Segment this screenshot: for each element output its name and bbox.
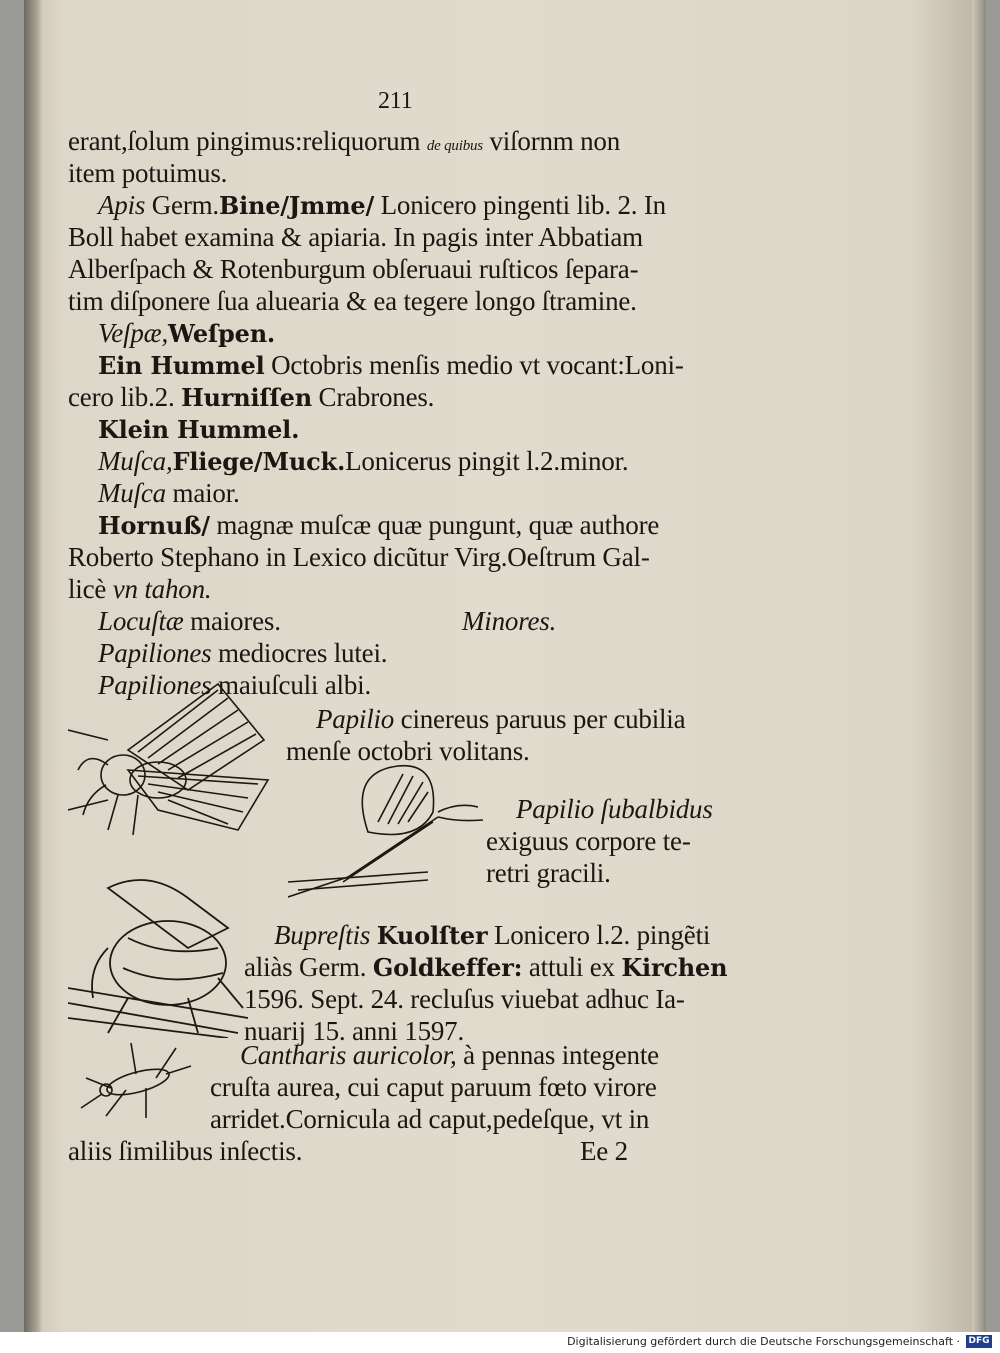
text-line [98,446,628,477]
text-line [68,222,643,252]
text-segment: Klein Hummel. [98,415,300,444]
text-segment: cero lib.2. [68,382,182,412]
text-segment: Lonicero pingenti lib. 2. In [374,190,666,220]
text-segment: Papiliones [98,670,212,700]
text-line [68,126,620,161]
text-line [244,984,685,1014]
page-edge [972,0,986,1332]
dfg-logo[interactable]: DFG [966,1335,992,1348]
footer-credit: Digitalisierung gefördert durch die Deutsche Forschungsgemeinschaft · [567,1335,960,1348]
text-segment: viſornm non [482,126,621,156]
text-segment: Hornuß/ [98,511,210,540]
text-line [210,1072,657,1102]
text-segment: Bine/Jmme/ [218,191,375,220]
footer-bar [0,1332,1000,1353]
text-segment: Papilio ſubalbidus [516,794,713,824]
beetle-woodcut [68,868,248,1038]
text-line [516,794,713,824]
text-segment: erant,ſolum pingimus:reliquorum [68,126,427,156]
text-segment: à pennas integente [456,1040,659,1070]
text-segment: Boll habet examina & apiaria. In pagis inter Abbatiam [68,222,643,252]
text-line [240,1040,659,1070]
text-segment: Fliege/Muck. [172,447,346,476]
text-line [486,858,611,888]
text-line [98,414,299,445]
text-segment: Lonicerus pingit l.2.minor. [345,446,629,476]
text-segment: arridet.Cornicula ad caput,pedeſque, vt in [210,1104,650,1134]
moth-woodcut [68,680,278,840]
text-segment: cruſta aurea, cui caput paruum fœto virore [210,1072,657,1102]
text-line [68,1136,302,1166]
text-segment: item potuimus. [68,158,228,188]
text-segment: licè [68,574,113,604]
text-segment: mediocres lutei. [211,638,388,668]
text-segment: de quibus [426,138,483,154]
text-segment: Veſpæ, [98,318,169,348]
text-line [274,920,710,951]
text-line [68,158,227,188]
text-line [98,638,387,668]
text-line [210,1104,649,1134]
text-line [486,826,691,856]
text-line [98,318,275,349]
text-segment: Papiliones [98,638,212,668]
text-segment: Cantharis auricolor, [240,1040,457,1070]
text-line [98,350,684,381]
text-segment: exiguus corpore te- [486,826,691,856]
text-segment: Muſca, [98,446,173,476]
text-segment: Apis [98,190,146,220]
text-line [68,574,211,604]
text-line [68,542,650,572]
text-line [68,286,637,316]
text-segment: Roberto Stephano in Lexico dicũtur Virg.Oeſtrum Gal- [68,542,650,572]
cantharis-woodcut [76,1038,196,1122]
text-segment: magnæ muſcæ quæ pungunt, quæ authore [209,510,660,540]
text-line [98,190,666,221]
text-segment: aliàs Germ. [244,952,373,982]
text-line [98,510,659,541]
text-segment: maiores. [183,606,281,636]
signature-mark: Ee 2 [580,1136,628,1166]
text-line [68,382,434,413]
text-segment: maior. [165,478,240,508]
text-segment: Weſpen. [168,319,276,348]
text-segment: tim diſponere ſua aluearia & ea tegere longo ſtramine. [68,286,637,316]
text-line [244,952,727,983]
text-segment: vn tahon. [112,574,212,604]
text-segment: cinereus paruus per cubilia [394,704,686,734]
text-segment: nuarij 15. anni 1597. [244,1016,465,1046]
text-segment: Goldkeffer: [372,953,523,982]
text-segment: Papilio [316,704,395,734]
text-segment: Kuolſter [376,921,488,950]
text-line [98,478,240,508]
text-segment: Lonicero l.2. pingẽti [487,920,711,950]
text-segment: Minores. [462,606,557,636]
text-segment: Bupreſtis [274,920,371,950]
text-line [68,254,638,284]
text-segment: attuli ex [522,952,622,982]
text-segment: aliis ſimilibus inſectis. [68,1136,303,1166]
text-segment: Germ. [145,190,219,220]
text-line [98,606,281,636]
text-segment: Alberſpach & Rotenburgum obſeruaui ruſticos ſepara- [68,254,639,284]
text-segment: Ein Hummel [98,351,265,380]
page-gutter [24,0,42,1332]
text-segment: Kirchen [621,953,728,982]
small-moth-woodcut [288,762,488,902]
text-segment: maiuſculi albi. [211,670,372,700]
text-segment: retri gracili. [486,858,611,888]
text-line [462,606,556,636]
text-segment: Crabrones. [311,382,435,412]
text-segment: 1596. Sept. 24. recluſus viuebat adhuc Ia- [244,984,685,1014]
text-segment: Locuſtæ [98,606,184,636]
text-line [316,704,685,734]
text-segment: Octobris menſis medio vt vocant:Loni- [264,350,684,380]
page-number: 211 [378,88,413,114]
text-segment: Muſca [98,478,166,508]
text-segment: menſe octobri volitans. [286,736,530,766]
text-segment: Hurniſſen [181,383,312,412]
